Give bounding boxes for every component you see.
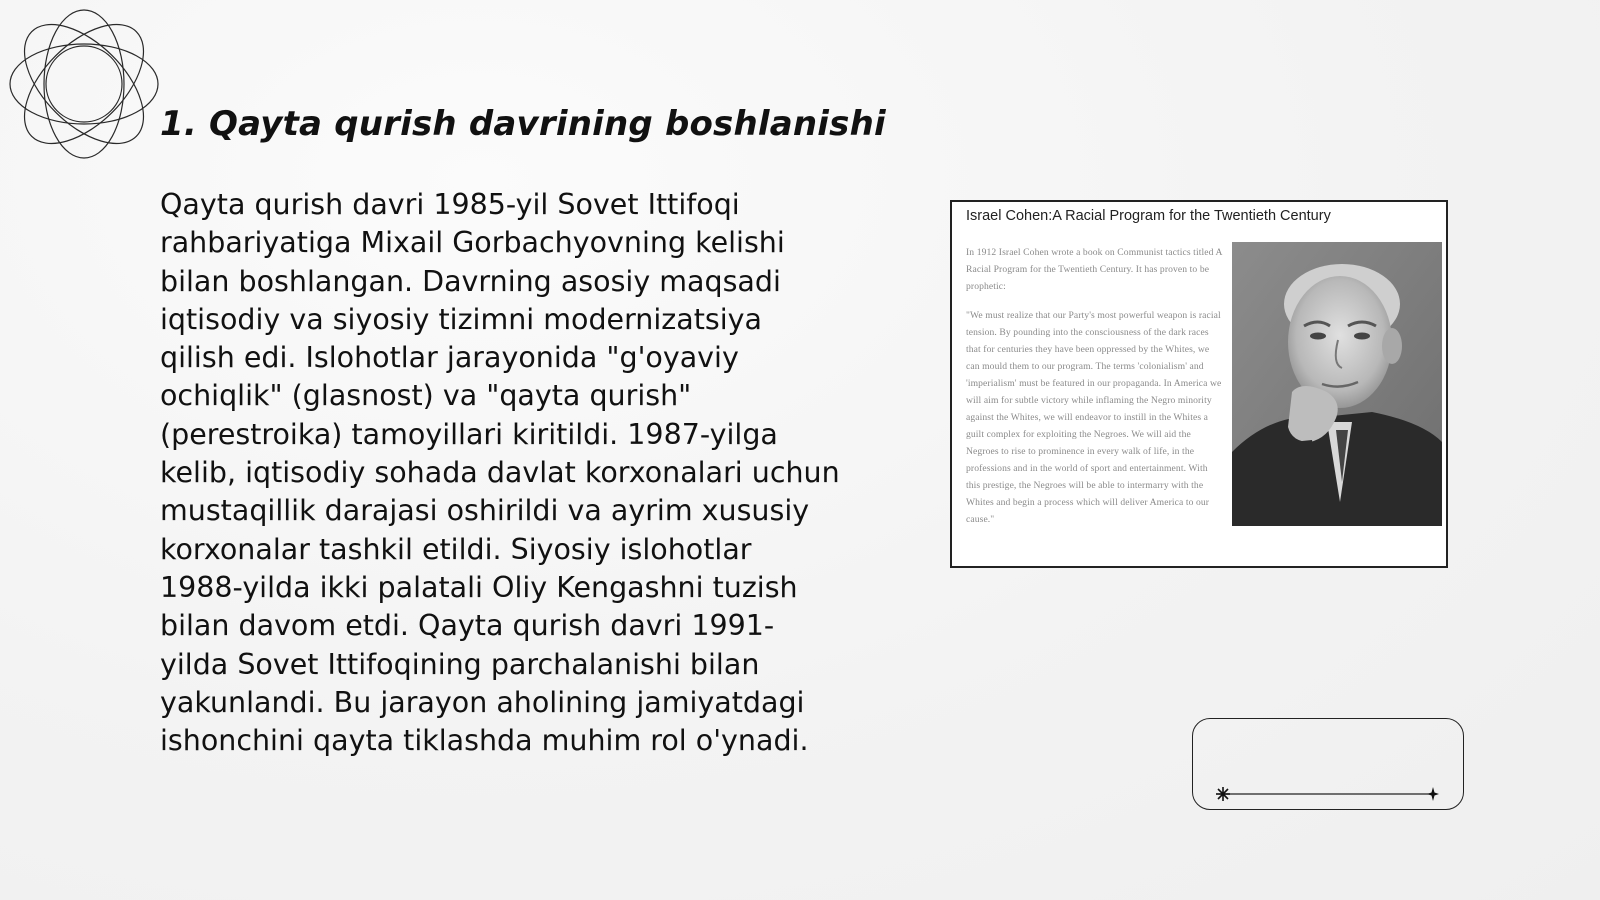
navigation-frame xyxy=(1192,718,1464,810)
portrait-photo xyxy=(1232,242,1442,526)
four-point-star-icon xyxy=(1427,787,1439,801)
slide-title: 1. Qayta qurish davrining boshlanishi xyxy=(160,104,886,144)
image-paragraph: "We must realize that our Party's most powerful weapon is racial tension. By pounding into the consciousness of the dark races that for centuries they have been oppressed by the Whites, we can mould them to our program. The terms 'colonialism' and 'imperialism' must be featured in our propaganda. In America we will aim for subtle victory while inflaming the Negro minority against the Whites, we will endeavor to instill in the Whites a guilt complex for exploiting the Negroes. We will aid the Negroes to rise to prominence in every walk of life, in the professions and in the world of sport and entertainment. With this prestige, the Negroes will be able to intermarry with the Whites and begin a process which will deliver America to our cause." xyxy=(966,310,1222,525)
image-body-text xyxy=(966,244,1222,540)
image-card xyxy=(950,200,1448,568)
image-paragraph: In 1912 Israel Cohen wrote a book on Communist tactics titled A Racial Program for the Twentieth Century. It has proven to be prophetic: xyxy=(966,247,1222,292)
progress-line xyxy=(1215,787,1439,801)
concentric-circles-icon xyxy=(8,8,160,160)
sparkle-icon xyxy=(1216,787,1230,801)
slide-body-text: Qayta qurish davri 1985-yil Sovet Ittifoqi rahbariyatiga Mixail Gorbachyovning kelishi bilan boshlangan. Davrning asosiy maqsadi iqtisodiy va siyosiy tizimni modernizatsiya qilish edi. Islohotlar jarayonida "g'oyaviy ochiqlik" (glasnost) va "qayta qurish" (perestroika) tamoyillari kiritildi. 1987-yilga kelib, iqtisodiy sohada davlat korxonalari uchun mustaqillik darajasi oshirildi va ayrim xususiy korxonalar tashkil etildi. Siyosiy islohotlar 1988-yilda ikki palatali Oliy Kengashni tuzish bilan davom etdi. Qayta qurish davri 1991-yilda Sovet Ittifoqining parchalanishi bilan yakunlandi. Bu jarayon aholining jamiyatdagi ishonchini qayta tiklashda muhim rol o'ynadi. xyxy=(160,188,840,758)
image-caption: Israel Cohen:A Racial Program for the Twentieth Century xyxy=(966,208,1331,224)
